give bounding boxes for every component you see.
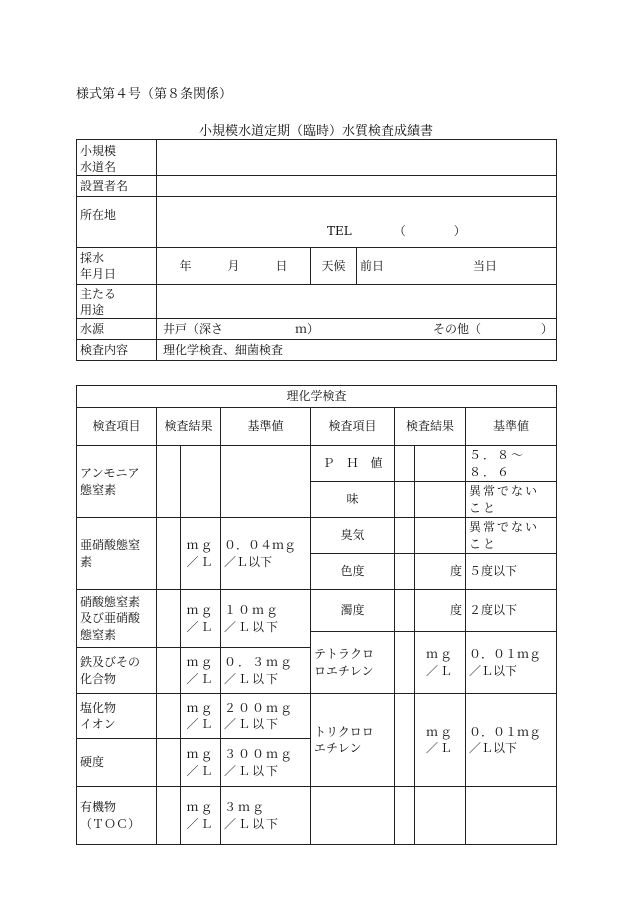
- result-taste-b[interactable]: [415, 482, 466, 518]
- header-item-right: 検査項目: [311, 408, 395, 446]
- unit-toc: ｍｇ ／Ｌ: [181, 787, 221, 845]
- empty-item-right: [311, 787, 395, 845]
- unit-nitrite: ｍｇ ／Ｌ: [181, 518, 221, 590]
- item-iron: 鉄及びその 化合物: [77, 648, 157, 694]
- empty-standard-right: [466, 787, 557, 845]
- inspection-label: 検査内容: [77, 340, 157, 361]
- standard-hardness: ３００ｍｇ ／Ｌ以下: [221, 739, 311, 787]
- result-iron-a[interactable]: [157, 648, 181, 694]
- standard-taste: 異常でない こと: [466, 482, 557, 518]
- supply-name-label: 小規模 水道名: [77, 140, 157, 176]
- unit-nitrate: ｍｇ ／Ｌ: [181, 590, 221, 648]
- info-table: [76, 139, 557, 361]
- result-tri-a[interactable]: [395, 694, 415, 787]
- item-color: 色度: [311, 554, 395, 590]
- empty-result-right-b[interactable]: [415, 787, 466, 845]
- item-tetrachloroethylene: テトラクロ ロエチレン: [311, 632, 395, 694]
- result-ammonia-b[interactable]: [181, 446, 221, 518]
- standard-tri: ０．０１ｍｇ ／Ｌ以下: [466, 694, 557, 787]
- main-use-field[interactable]: [157, 285, 557, 319]
- weather-label: 天候: [311, 248, 357, 285]
- standard-toc: ３ｍｇ ／Ｌ以下: [221, 787, 311, 845]
- tel-text: TEL （ ）: [327, 224, 466, 239]
- installer-label: 設置者名: [77, 176, 157, 197]
- item-nitrate: 硝酸態窒素 及び亜硝酸 態窒素: [77, 590, 157, 648]
- result-nitrite-a[interactable]: [157, 518, 181, 590]
- result-color-a[interactable]: [395, 554, 415, 590]
- result-toc-a[interactable]: [157, 787, 181, 845]
- standard-chloride: ２００ｍｇ ／Ｌ以下: [221, 694, 311, 739]
- other-text: その他（ ）: [433, 322, 554, 337]
- result-nitrate-a[interactable]: [157, 590, 181, 648]
- unit-hardness: ｍｇ ／Ｌ: [181, 739, 221, 787]
- item-nitrite: 亜硝酸態窒 素: [77, 518, 157, 590]
- item-hardness: 硬度: [77, 739, 157, 787]
- unit-turbidity: 度: [415, 590, 466, 632]
- sampling-date-label: 採水 年月日: [77, 248, 157, 285]
- physicochemical-table: [76, 385, 557, 845]
- item-turbidity: 濁度: [311, 590, 395, 632]
- water-source-field[interactable]: [157, 319, 557, 340]
- supply-name-field[interactable]: [157, 140, 557, 176]
- result-chloride-a[interactable]: [157, 694, 181, 739]
- header-item-left: 検査項目: [77, 408, 157, 446]
- header-result-right: 検査結果: [395, 408, 466, 446]
- empty-result-right-a[interactable]: [395, 787, 415, 845]
- standard-tetra: ０．０１ｍｇ ／Ｌ以下: [466, 632, 557, 694]
- standard-odor: 異常でない こと: [466, 518, 557, 554]
- sampling-date-field[interactable]: 年 月 日: [157, 248, 311, 285]
- location-label: 所在地: [77, 197, 157, 248]
- document-title: 小規模水道定期（臨時）水質検査成績書: [198, 124, 433, 139]
- standard-nitrate: １０ｍｇ ／Ｌ以下: [221, 590, 311, 648]
- installer-field[interactable]: [157, 176, 557, 197]
- unit-color: 度: [415, 554, 466, 590]
- unit-chloride: ｍｇ ／Ｌ: [181, 694, 221, 739]
- unit-iron: ｍｇ ／Ｌ: [181, 648, 221, 694]
- result-taste-a[interactable]: [395, 482, 415, 518]
- item-odor: 臭気: [311, 518, 395, 554]
- standard-color: ５度以下: [466, 554, 557, 590]
- result-tetra-a[interactable]: [395, 632, 415, 694]
- well-text: 井戸（深さ ｍ）: [163, 322, 320, 337]
- standard-ph: ５．８～ ８．６: [466, 446, 557, 482]
- unit-tetra: ｍｇ ／Ｌ: [415, 632, 466, 694]
- inspection-value: 理化学検査、細菌検査: [157, 340, 557, 361]
- standard-turbidity: ２度以下: [466, 590, 557, 632]
- standard-iron: ０．３ｍｇ ／Ｌ以下: [221, 648, 311, 694]
- same-day-label: 当日: [473, 259, 498, 274]
- section-title: 理化学検査: [77, 386, 557, 408]
- result-turbidity-a[interactable]: [395, 590, 415, 632]
- weather-field[interactable]: [357, 248, 557, 285]
- location-field[interactable]: [157, 197, 557, 248]
- item-ammonia: アンモニア 態窒素: [77, 446, 157, 518]
- standard-ammonia: [221, 446, 311, 518]
- unit-tri: ｍｇ ／Ｌ: [415, 694, 466, 787]
- main-use-label: 主たる 用途: [77, 285, 157, 319]
- water-source-label: 水源: [77, 319, 157, 340]
- result-ph-a[interactable]: [395, 446, 415, 482]
- result-odor-b[interactable]: [415, 518, 466, 554]
- result-hardness-a[interactable]: [157, 739, 181, 787]
- result-ph-b[interactable]: [415, 446, 466, 482]
- result-ammonia-a[interactable]: [157, 446, 181, 518]
- header-standard-right: 基準値: [466, 408, 557, 446]
- item-ph: Ｐ Ｈ 値: [311, 446, 395, 482]
- result-odor-a[interactable]: [395, 518, 415, 554]
- prev-day-label: 前日: [360, 259, 385, 274]
- header-standard-left: 基準値: [221, 408, 311, 446]
- standard-nitrite: ０．０４ｍｇ ／Ｌ以下: [221, 518, 311, 590]
- header-result-left: 検査結果: [157, 408, 221, 446]
- item-taste: 味: [311, 482, 395, 518]
- item-toc: 有機物 （ＴＯＣ）: [77, 787, 157, 845]
- item-chloride: 塩化物 イオン: [77, 694, 157, 739]
- item-trichloroethylene: トリクロロ エチレン: [311, 694, 395, 787]
- form-number: 様式第４号（第８条関係）: [76, 87, 233, 102]
